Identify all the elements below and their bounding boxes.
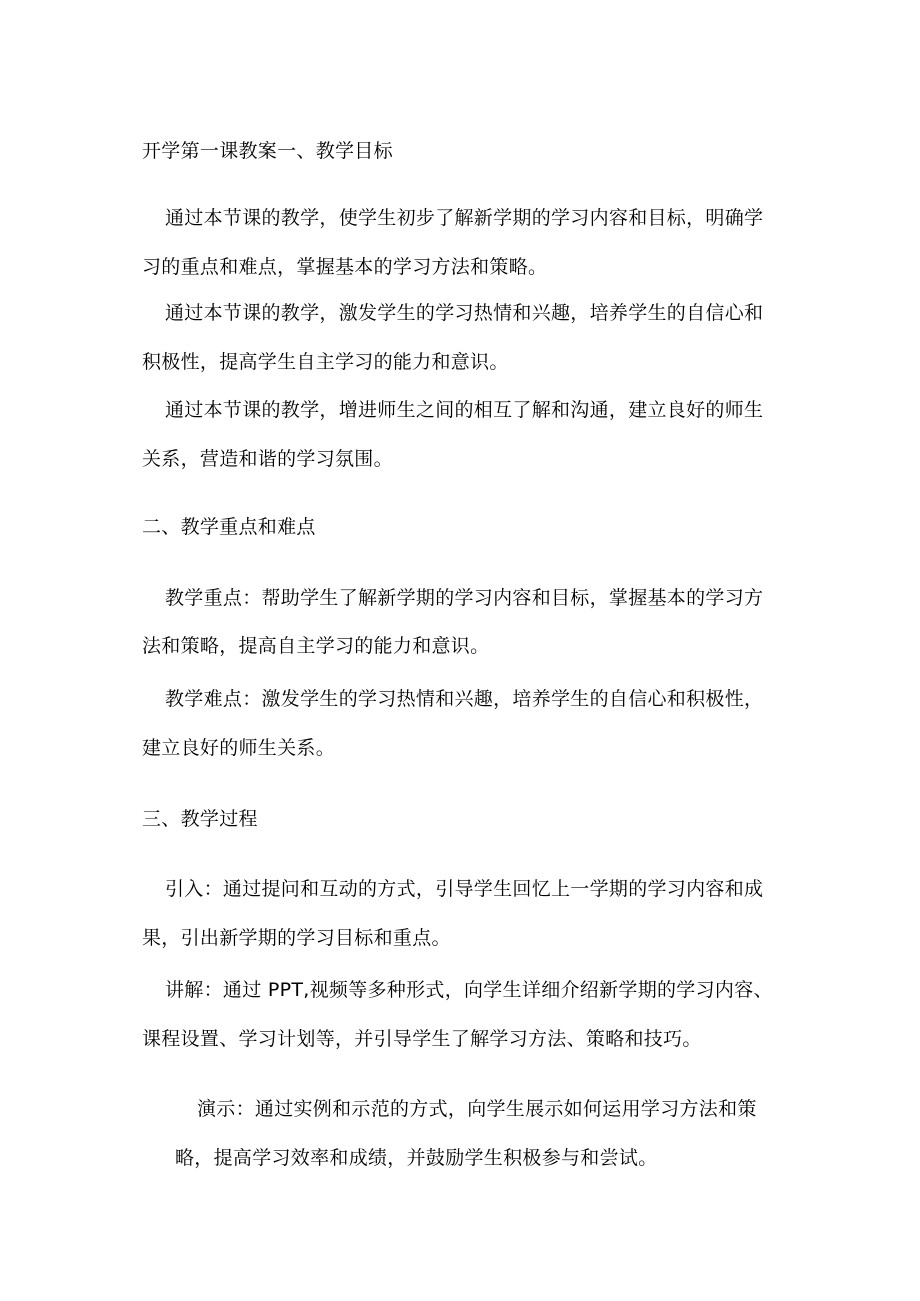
section-heading: 三、教学过程 (142, 808, 258, 830)
paragraph-line: 讲解：通过 PPT,视频等多种形式，向学生详细介绍新学期的学习内容、 (165, 979, 773, 1001)
paragraph-line: 建立良好的师生关系。 (142, 737, 336, 759)
paragraph-line: 果，引出新学期的学习目标和重点。 (142, 927, 451, 949)
paragraph-line: 引入：通过提问和互动的方式，引导学生回忆上一学期的学习内容和成 (165, 878, 764, 900)
paragraph-line: 教学难点：激发学生的学习热情和兴趣，培养学生的自信心和积极性， (165, 688, 764, 710)
paragraph-line: 习的重点和难点，掌握基本的学习方法和策略。 (142, 256, 548, 278)
paragraph-line: 略，提高学习效率和成绩，并鼓励学生积极参与和尝试。 (175, 1147, 658, 1169)
paragraph-line: 课程设置、学习计划等，并引导学生了解学习方法、策略和技巧。 (142, 1028, 702, 1050)
paragraph-line: 通过本节课的教学，增进师生之间的相互了解和沟通，建立良好的师生 (165, 399, 764, 421)
document-title: 开学第一课教案一、教学目标 (142, 140, 393, 162)
paragraph-line: 法和策略，提高自主学习的能力和意识。 (142, 635, 490, 657)
paragraph-line: 通过本节课的教学，激发学生的学习热情和兴趣，培养学生的自信心和 (165, 302, 764, 324)
paragraph-line: 积极性，提高学生自主学习的能力和意识。 (142, 351, 509, 373)
section-heading: 二、教学重点和难点 (142, 516, 316, 538)
paragraph-line: 关系，营造和谐的学习氛围。 (142, 448, 393, 470)
paragraph-line: 演示：通过实例和示范的方式，向学生展示如何运用学习方法和策 (197, 1098, 757, 1120)
paragraph-line: 通过本节课的教学，使学生初步了解新学期的学习内容和目标，明确学 (165, 207, 764, 229)
paragraph-line: 教学重点：帮助学生了解新学期的学习内容和目标，掌握基本的学习方 (165, 587, 764, 609)
